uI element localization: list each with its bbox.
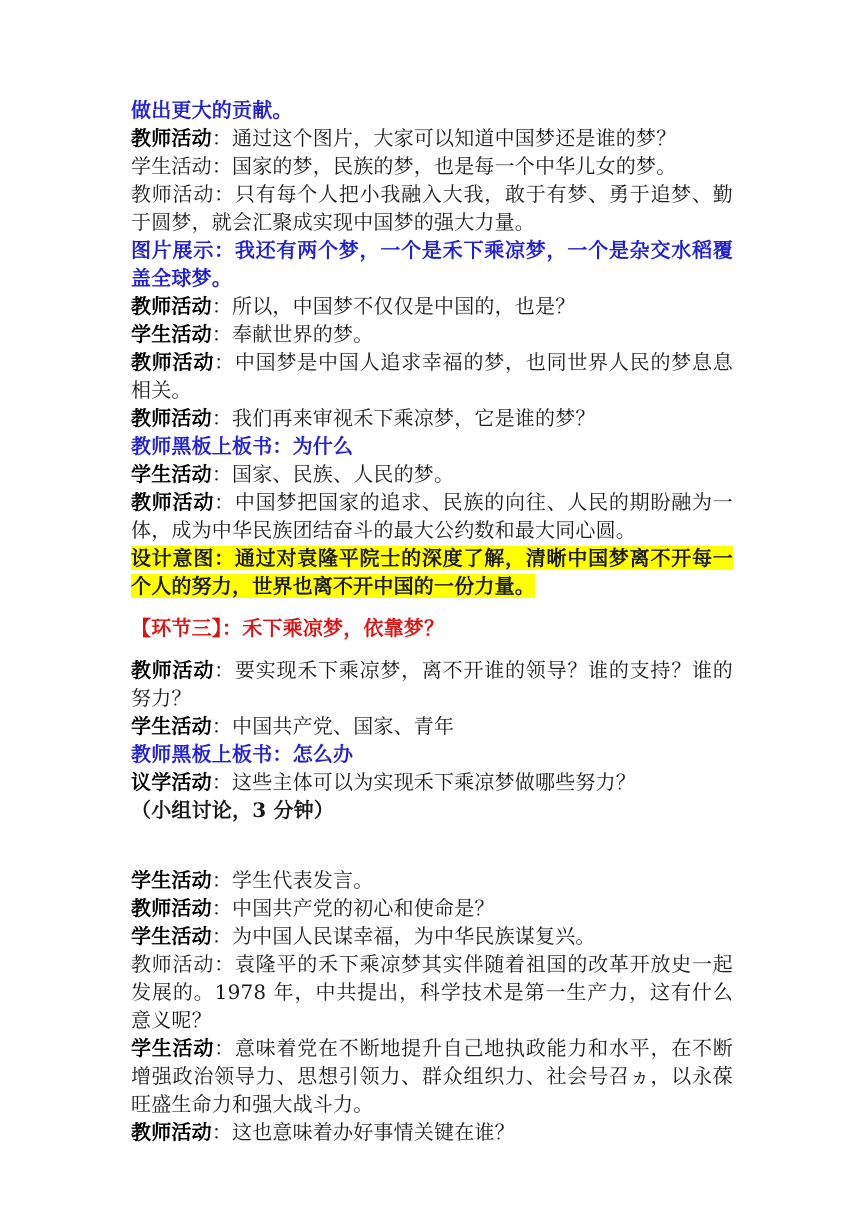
para-text: ：意味着党在不断地提升自己地执政能力和水平，在不断增强政治领导力、思想引领力、群众组织力、社会号召ヵ，以永葆旺盛生命力和强大战斗力。 xyxy=(131,1036,733,1116)
para-text: ：中国共产党的初心和使命是？ xyxy=(211,896,495,920)
student-label: 学生活动 xyxy=(131,1036,215,1060)
spacer xyxy=(131,642,733,656)
teacher-label: 教师活动 xyxy=(131,126,212,150)
para-teacher-activity xyxy=(131,348,733,404)
para-image-display: 图片展示：我还有两个梦，一个是禾下乘凉梦，一个是杂交水稻覆盖全球梦。 xyxy=(131,238,733,290)
para-text: ：这也意味着办好事情关键在谁？ xyxy=(211,1120,515,1144)
teacher-label: 教师活动 xyxy=(131,182,215,206)
para-teacher-activity xyxy=(131,180,733,236)
student-label: 学生活动 xyxy=(131,462,212,486)
teacher-label: 教师活动 xyxy=(131,658,215,682)
teacher-label: 教师活动 xyxy=(131,406,212,430)
para-text: ：国家的梦，民族的梦，也是每一个中华儿女的梦。 xyxy=(211,154,677,178)
document-page xyxy=(131,96,733,1146)
para-continuation: 做出更大的贡献。 xyxy=(131,98,293,122)
para-text: ：只有每个人把小我融入大我，敢于有梦、勇于追梦、勤于圆梦，就会汇聚成实现中国梦的强大力量。 xyxy=(131,182,733,234)
para-student-activity xyxy=(131,1034,733,1118)
para-teacher-activity xyxy=(131,656,733,712)
para-teacher-activity xyxy=(131,1118,733,1146)
para-discussion-activity xyxy=(131,768,733,796)
teacher-label: 教师活动 xyxy=(131,490,215,514)
para-blackboard-note: 教师黑板上板书：怎么办 xyxy=(131,742,354,766)
student-label: 学生活动 xyxy=(131,154,212,178)
para-student-activity xyxy=(131,152,733,180)
para-text: ：为中国人民谋幸福，为中华民族谋复兴。 xyxy=(211,924,596,948)
para-student-activity xyxy=(131,460,733,488)
spacer xyxy=(131,600,733,614)
spacer xyxy=(131,852,733,866)
para-student-activity xyxy=(131,922,733,950)
para-student-activity xyxy=(131,866,733,894)
para-text: ：学生代表发言。 xyxy=(211,868,374,892)
para-text: ：要实现禾下乘凉梦，离不开谁的领导？谁的支持？谁的努力？ xyxy=(131,658,733,710)
para-text: ：这些主体可以为实现禾下乘凉梦做哪些努力？ xyxy=(211,770,637,794)
spacer xyxy=(131,824,733,852)
teacher-label: 教师活动 xyxy=(131,896,212,920)
para-teacher-activity xyxy=(131,488,733,544)
para-text: ：通过这个图片，大家可以知道中国梦还是谁的梦？ xyxy=(211,126,677,150)
para-group-discussion: （小组讨论，3 分钟） xyxy=(131,798,335,822)
para-text: ：奉献世界的梦。 xyxy=(211,322,374,346)
teacher-label: 教师活动 xyxy=(131,350,215,374)
student-label: 学生活动 xyxy=(131,714,212,738)
section-heading: 【环节三】：禾下乘凉梦，依靠梦？ xyxy=(131,616,445,640)
student-label: 学生活动 xyxy=(131,322,212,346)
para-text: ：国家、民族、人民的梦。 xyxy=(211,462,455,486)
para-text: ：中国梦是中国人追求幸福的梦，也同世界人民的梦息息相关。 xyxy=(131,350,733,402)
para-teacher-activity xyxy=(131,894,733,922)
para-text: ：中国梦把国家的追求、民族的向往、人民的期盼融为一体，成为中华民族团结奋斗的最大公约数和最大同心圆。 xyxy=(131,490,733,542)
para-design-intent xyxy=(131,544,733,600)
para-text: ：我们再来审视禾下乘凉梦，它是谁的梦？ xyxy=(211,406,596,430)
para-teacher-activity: 教师活动：袁隆平的禾下乘凉梦其实伴随着祖国的改革开放史一起发展的。1978 年，中共提出，科学技术是第一生产力，这有什么意义呢？ xyxy=(131,952,733,1032)
discussion-label: 议学活动 xyxy=(131,770,212,794)
para-blackboard-note: 教师黑板上板书：为什么 xyxy=(131,434,354,458)
para-teacher-activity xyxy=(131,404,733,432)
student-label: 学生活动 xyxy=(131,924,212,948)
student-label: 学生活动 xyxy=(131,868,212,892)
teacher-label: 教师活动 xyxy=(131,294,212,318)
para-student-activity xyxy=(131,320,733,348)
teacher-label: 教师活动 xyxy=(131,1120,212,1144)
highlighted-text: 设计意图：通过对袁隆平院士的深度了解，清晰中国梦离不开每一个人的努力，世界也离不开中国的一份力量。 xyxy=(131,546,733,598)
para-student-activity xyxy=(131,712,733,740)
para-text: ：所以，中国梦不仅仅是中国的，也是？ xyxy=(211,294,576,318)
para-teacher-activity xyxy=(131,292,733,320)
para-teacher-activity xyxy=(131,124,733,152)
para-text: ：中国共产党、国家、青年 xyxy=(211,714,455,738)
